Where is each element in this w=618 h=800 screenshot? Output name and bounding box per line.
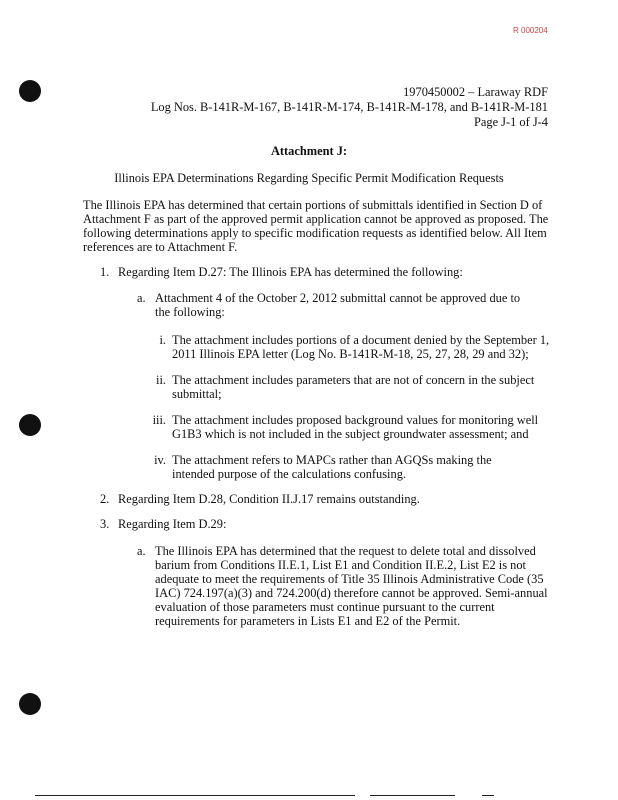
binder-hole [19, 80, 41, 102]
scan-edge-line [35, 795, 355, 796]
subitem-letter: a. [137, 544, 146, 558]
item-number: 1. [100, 265, 110, 279]
scan-edge-line [370, 795, 455, 796]
subsub-text: The attachment refers to MAPCs rather than AGQSs making the intended purpose of the calculations confusing. [172, 453, 492, 481]
header-log-nos: Log Nos. B-141R-M-167, B-141R-M-174, B-141R-M-178, and B-141R-M-181 [150, 100, 548, 114]
subsub-numeral: iii. [152, 413, 166, 427]
subsub-numeral: iv. [154, 453, 166, 467]
intro-paragraph: The Illinois EPA has determined that certain portions of submittals identified in Section D of Attachment F as part of the approved permit application cannot be approved as proposed. The following determinations apply to specific modification requests as identified below. All Item references are to Attachment F. [83, 198, 549, 254]
binder-hole [19, 414, 41, 436]
binder-hole [19, 693, 41, 715]
subitem-text: Attachment 4 of the October 2, 2012 submittal cannot be approved due to the following: [155, 291, 521, 319]
subsub-text: The attachment includes portions of a document denied by the September 1, 2011 Illinois EPA letter (Log No. B-141R-M-18, 25, 27, 28, 29 and 32); [172, 333, 550, 361]
page-title: Attachment J: [270, 144, 348, 158]
item-text: Regarding Item D.28, Condition II.J.17 remains outstanding. [118, 492, 420, 506]
subitem-letter: a. [137, 291, 146, 305]
bates-stamp: R 000204 [513, 26, 548, 35]
item-number: 3. [100, 517, 110, 531]
subsub-text: The attachment includes parameters that are not of concern in the subject submittal; [172, 373, 535, 401]
header-page: Page J-1 of J-4 [474, 115, 548, 129]
header-facility: 1970450002 – Laraway RDF [403, 85, 548, 99]
subsub-numeral: ii. [156, 373, 166, 387]
scan-edge-line [482, 795, 494, 796]
item-text: Regarding Item D.29: [118, 517, 227, 531]
subsub-numeral: i. [159, 333, 166, 347]
subsub-text: The attachment includes proposed background values for monitoring well G1B3 which is not included in the subject groundwater assessment; and [172, 413, 539, 441]
item-text: Regarding Item D.27: The Illinois EPA has determined the following: [118, 265, 463, 279]
subitem-text: The Illinois EPA has determined that the request to delete total and dissolved barium from Conditions II.E.1, List E1 and Condition II.E.2, List E2 is not adequate to meet the requirements of Title 35 Illinois Administrative Code (35 IAC) 724.197(a)(3) and 724.200(d) therefore cannot be approved. Semi-annual evaluation of those parameters must continue pursuant to the current requirements for parameters in Lists E1 and E2 of the Permit. [155, 544, 548, 628]
item-number: 2. [100, 492, 110, 506]
page-subtitle: Illinois EPA Determinations Regarding Specific Permit Modification Requests [114, 171, 504, 185]
